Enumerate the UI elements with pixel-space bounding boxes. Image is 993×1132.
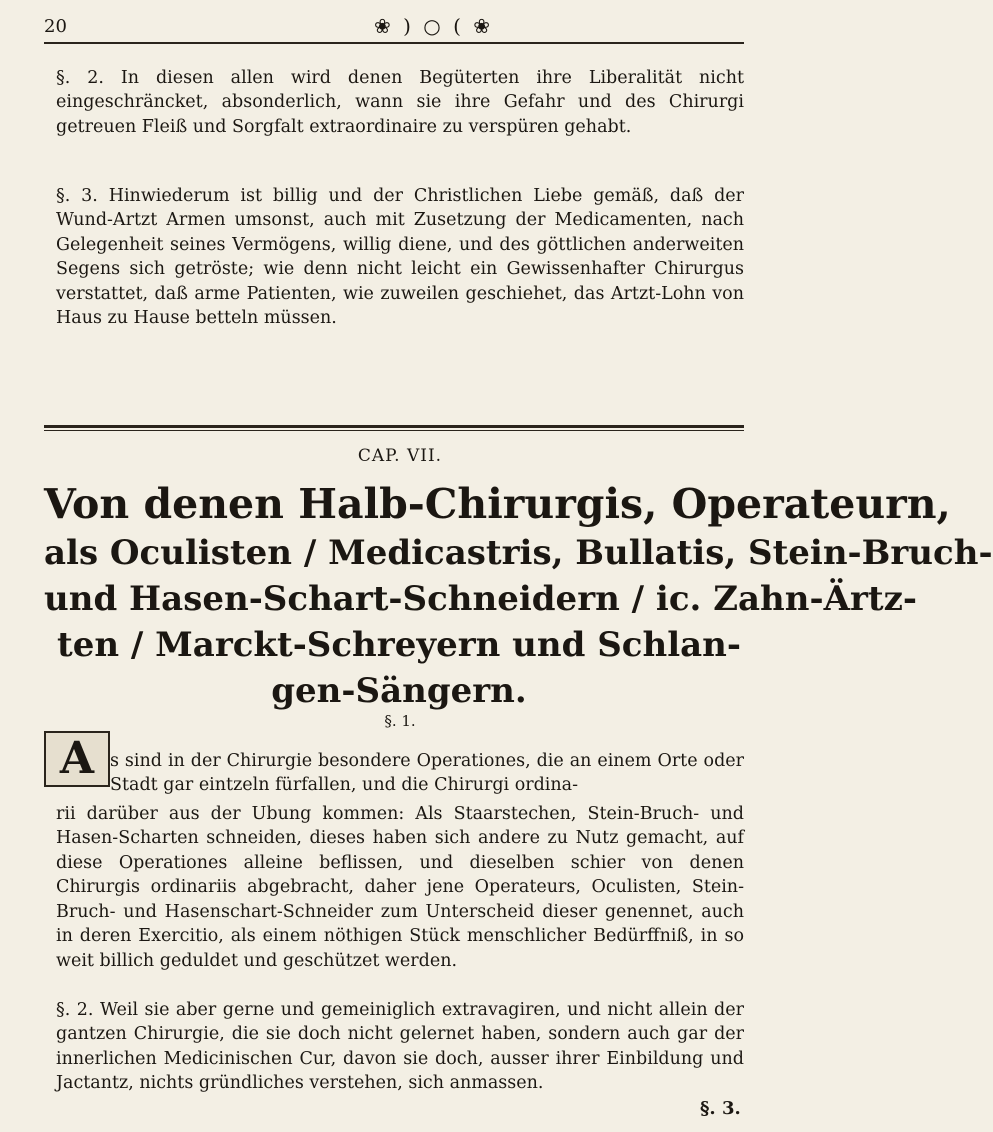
paragraph-section-1-opening: s sind in der Chirurgie besondere Operationes, die an einem Orte oder Stadt gar eintzeln fürfallen, und die Chirurgi ordina- [110,750,744,796]
section-mark: §. 1. [384,712,416,730]
catchword: §. 3. [700,1098,741,1119]
paragraph-section-2-chapter: §. 2. Weil sie aber gerne und gemeiniglich extravagiren, und nicht allein der gantzen Chirurgie, die sie doch nicht gelernet haben, sondern auch gar der innerlichen Medicinischen Cur, davon sie doch, ausser ihrer Einbildung und Jactantz, nichts gründliches verstehen, sich anmassen. [56,999,744,1094]
chapter-title-line: und Hasen-Schart-Schneidern / ic. Zahn-Ärtz- [44,579,918,619]
chapter-title-line: gen-Sängern. [271,671,527,711]
chapter-title [44,478,993,714]
page-header [44,12,744,44]
chapter-divider-rule [44,425,744,428]
paragraph-section-3: §. 3. Hinwiederum ist billig und der Christlichen Liebe gemäß, daß der Wund-Artzt Armen umsonst, auch mit Zusetzung der Medicamenten, nach Gelegenheit seines Vermögens, willig diene, und des göttlichen anderweiten Segens sich getröste; wie denn nicht leicht ein Gewissenhafter Chirurgus verstattet, daß arme Patienten, wie zuweilen geschiehet, das Artzt-Lohn von Haus zu Hause betteln müssen. [56,185,744,329]
ornamental-initial: A [44,731,110,787]
header-rule [44,42,744,44]
chapter-title-line: ten / Marckt-Schreyern und Schlan- [57,625,741,665]
header-ornament: ❀ ) ○ ( ❀ [374,14,494,38]
chapter-number: CAP. VII. [357,446,443,466]
paragraph-section-1: rii darüber aus der Ubung kommen: Als Staarstechen, Stein-Bruch- und Hasen-Scharten schneiden, dieses haben sich andere zu Nutz gemacht, auf diese Operationes alleine beflissen, und dieselben schier von denen Chirurgis ordinariis abgebracht, daher jene Operateurs, Oculisten, Stein-Bruch- und Hasenschart-Schneider zum Unterscheid dieser genennet, auch in deren Exercitio, als einem nöthigen Stück menschlicher Bedürffniß, in so weit billich geduldet und geschützet werden. [56,803,744,972]
chapter-title-line: als Oculisten / Medicastris, Bullatis, Stein-Bruch- [44,533,993,573]
chapter-divider-rule-thin [44,430,744,431]
page-number: 20 [44,16,67,37]
chapter-title-line: Von denen Halb-Chirurgis, Operateurn, [44,480,951,528]
paragraph-section-2: §. 2. In diesen allen wird denen Begüterten ihre Liberalität nicht eingeschräncket, absonderlich, wann sie ihre Gefahr und des Chirurgi getreuen Fleiß und Sorgfalt extraordinaire zu verspüren gehabt. [56,67,744,137]
